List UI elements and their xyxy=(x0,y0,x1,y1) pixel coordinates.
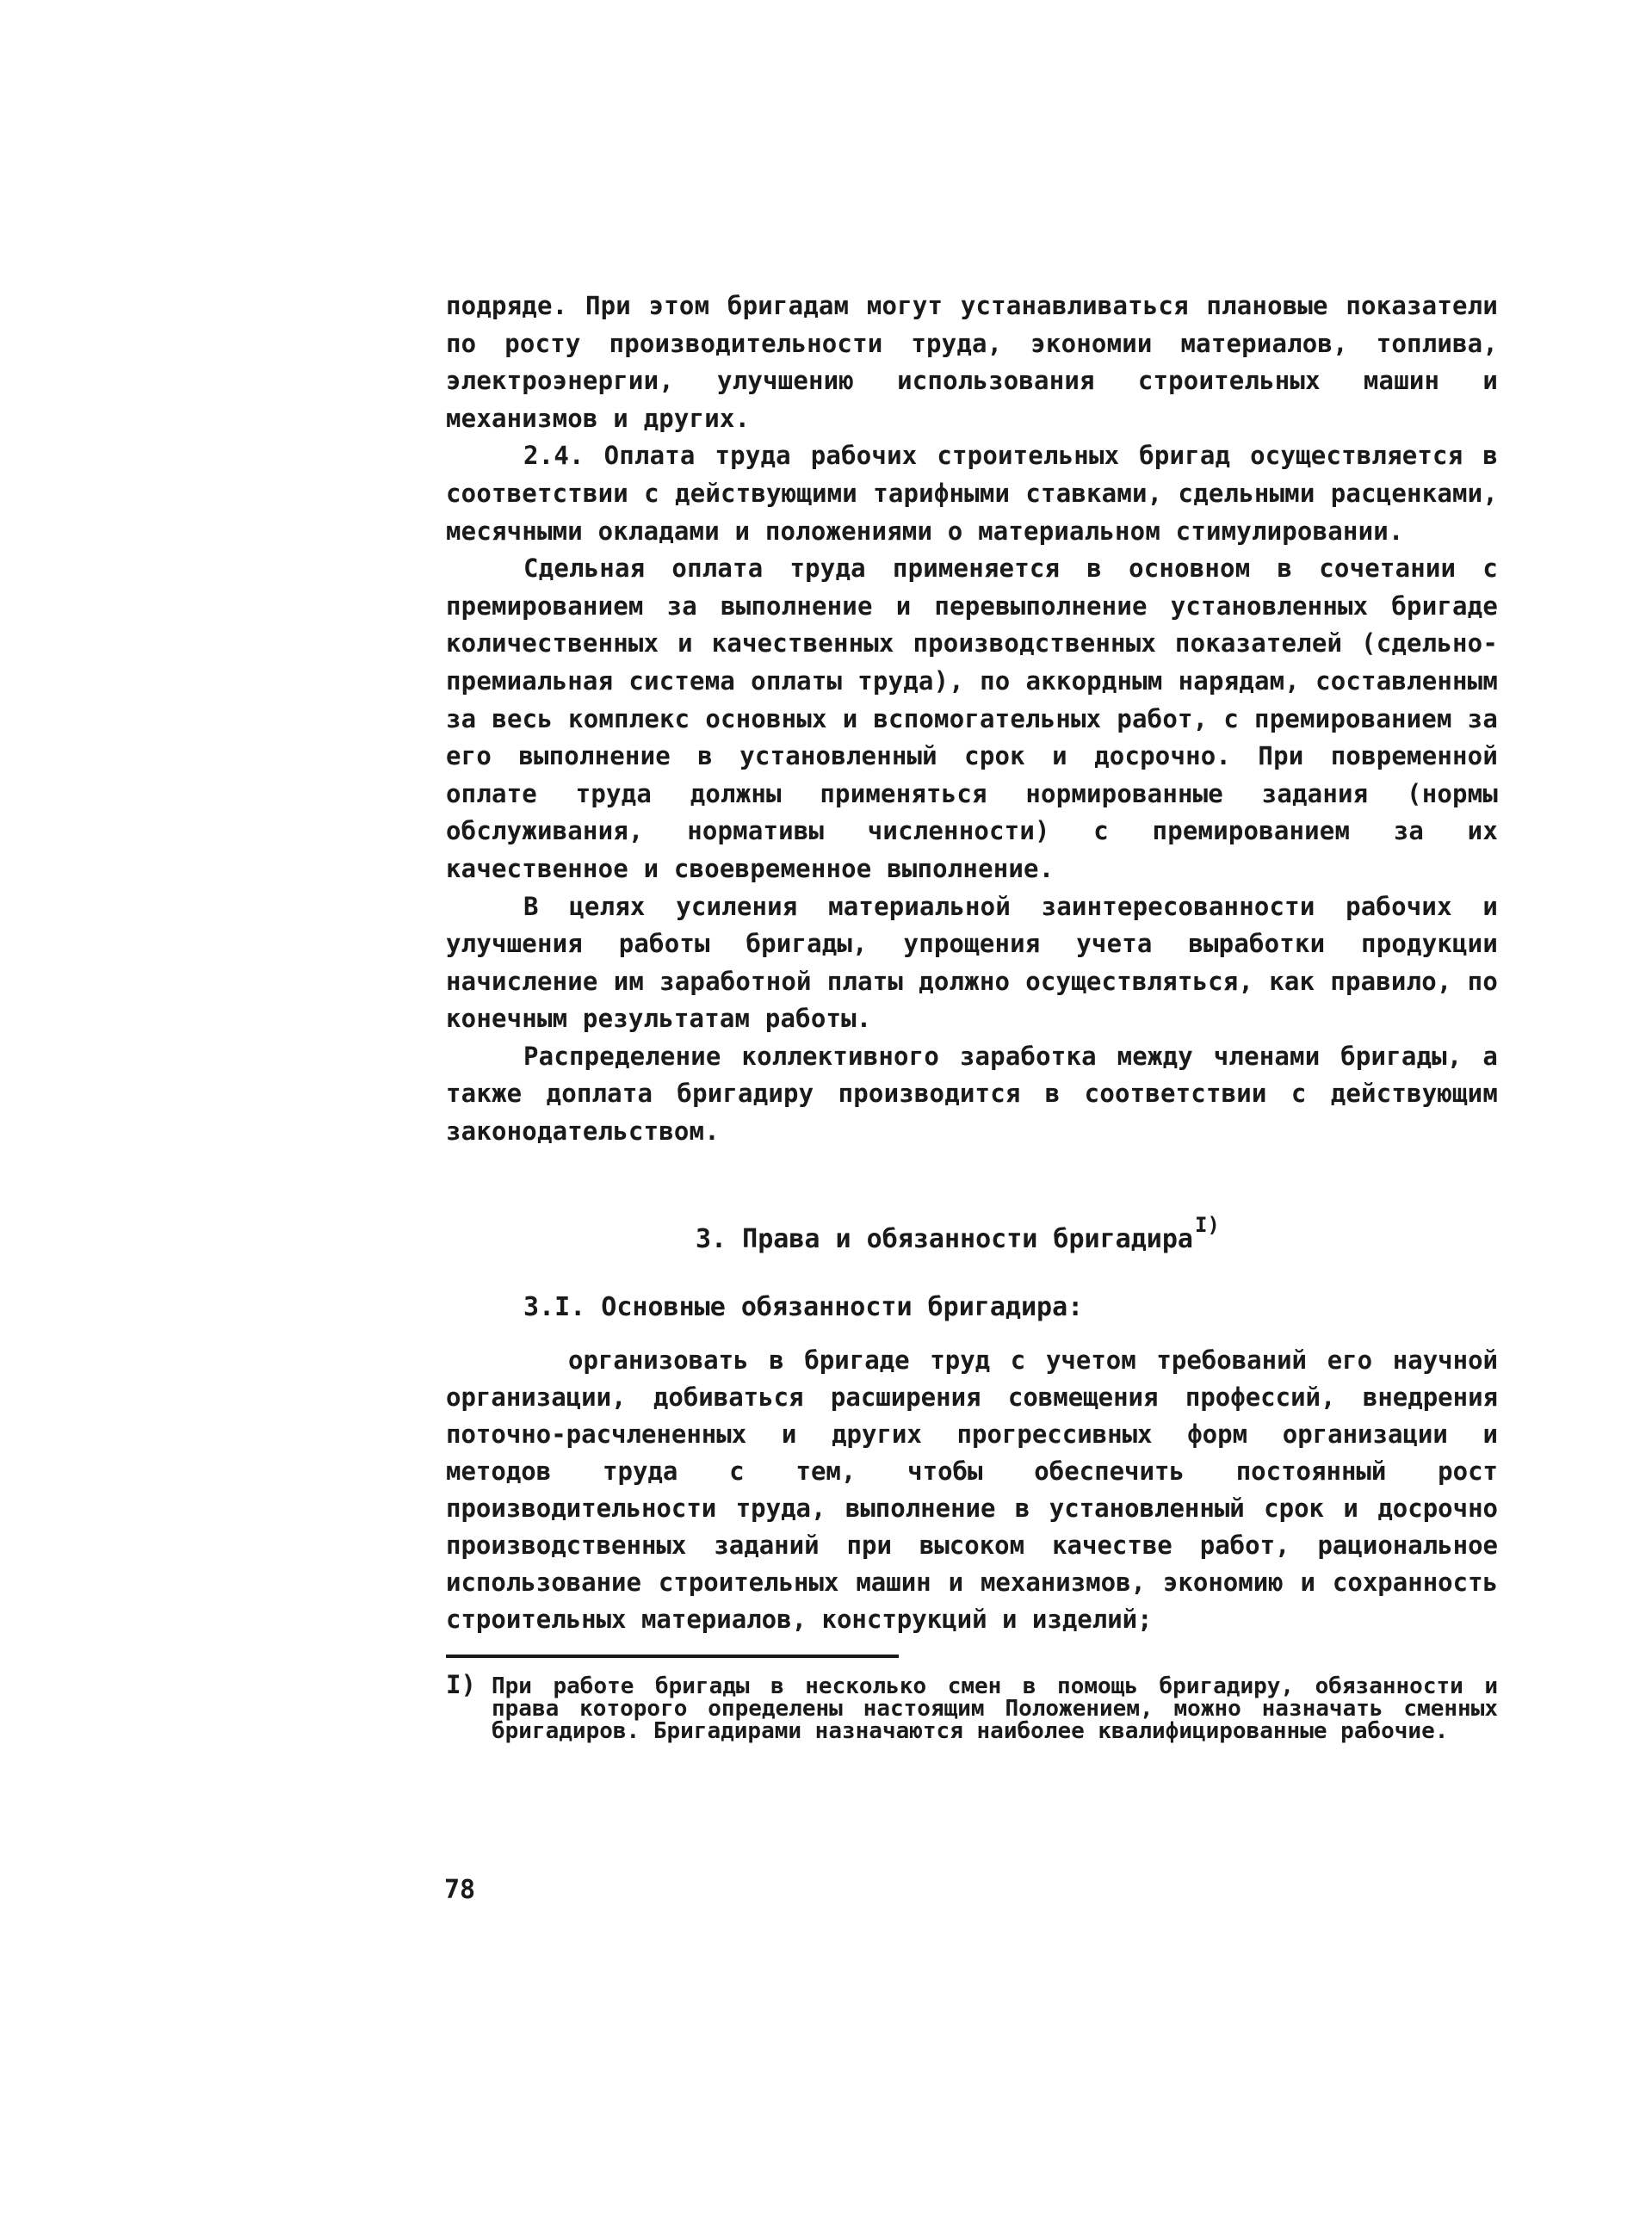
body-text-block xyxy=(446,288,1498,1151)
footnote xyxy=(446,1670,1498,1744)
page-number: 78 xyxy=(444,1875,476,1905)
paragraph-material-interest: В целях усиления материальной заинтересованности рабочих и улучшения работы бригады, упрощения учета выработки продукции начисление им заработной платы должно осуществляться, как правило, по конечным результатам работы. xyxy=(446,891,1498,1034)
paragraph-2-4: 2.4. Оплата труда рабочих строительных бригад осуществляется в соответствии с действующими тарифными ставками, сдельными расценками, месячными окладами и положениями о материальном стимулировании. xyxy=(446,441,1498,546)
duty-paragraph: организовать в бригаде труд с учетом требований его научной организации, добиваться расширения совмещения профессий, внедрения поточно-расчлененных и других прогрессивных форм организации и методов труда с тем, чтобы обеспечить постоянный рост производительности труда, выполнение в установленный срок и досрочно производственных заданий при высоком качестве работ, рациональное использование строительных машин и механизмов, экономию и сохранность строительных материалов, конструкций и изделий; xyxy=(446,1345,1498,1634)
paragraph-piecework-pay: Сдельная оплата труда применяется в основном в сочетании с премированием за выполнение и перевыполнение установленных бригаде количественных и качественных производственных показателей (сдельно-премиальная система оплаты труда), по аккордным нарядам, составленным за весь комплекс основных и вспомогательных работ, с премированием за его выполнение в установленный срок и досрочно. При повременной оплате труда должны применяться нормированные задания (нормы обслуживания, нормативы численности) с премированием за их качественное и своевременное выполнение. xyxy=(446,554,1498,883)
paragraph-continuation: подряде. При этом бригадам могут устанавливаться плановые показатели по росту производительности труда, экономии материалов, топлива, электроэнергии, улучшению использования строительных машин и механизмов и других. xyxy=(446,291,1498,433)
subsection-heading: 3.I. Основные обязанности бригадира: xyxy=(523,1292,1084,1322)
section-heading-text: 3. Права и обязанности бригадира xyxy=(696,1224,1193,1254)
footnote-text: При работе бригады в несколько смен в помощь бригадиру, обязанности и права которого определены настоящим Положением, можно назначать сменных бригадиров. Бригадирами назначаются наиболее квалифицированные рабочие. xyxy=(492,1673,1498,1744)
paragraph-earnings-distribution: Распределение коллективного заработка между членами бригады, а также доплата бригадиру производится в соответствии с действующим законодательством. xyxy=(446,1041,1498,1147)
footnote-divider xyxy=(446,1655,899,1658)
footnote-marker: I) xyxy=(446,1670,476,1699)
section-heading xyxy=(696,1213,1220,1259)
footnote-reference: I) xyxy=(1194,1213,1220,1237)
